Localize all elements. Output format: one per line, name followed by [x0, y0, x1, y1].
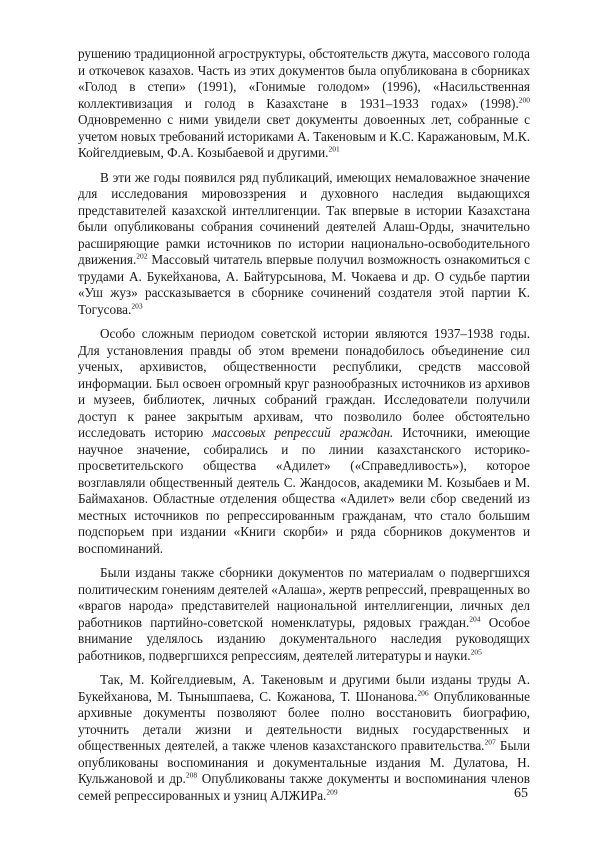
text-run: Были изданы также сборники документов по материалам о подвергшихся политическим гонениям деятелей «Алаша», жертв репрессий, превращенных во «врагов народа» представителей национальной интеллигенции, личных дел работников партийно-советской номенклатуры, рядовых граждан.	[78, 565, 530, 630]
paragraph-4	[78, 565, 530, 664]
footnote-ref-202: 202	[136, 251, 148, 261]
italic-text: массовых репрессий граждан.	[212, 425, 394, 440]
footnote-ref-206: 206	[417, 688, 429, 698]
paragraph-5	[78, 672, 530, 804]
text-run: Особое внимание уделялось изданию документального наследия руководящих работников, подвергшихся репрессиям, деятелей литературы и науки.	[78, 614, 530, 663]
footnote-ref-200: 200	[518, 95, 530, 105]
text-run: Одновременно с ними увидели свет документы довоенных лет, собранные с учетом новых требований историками А. Такеновым и К.С. Каражановым, М.К. Койгелдиевым, Ф.А. Козыбаевой и другими.	[78, 112, 530, 160]
text-column	[78, 46, 530, 804]
page-body	[78, 46, 530, 804]
footnote-ref-205: 205	[470, 647, 482, 657]
footnote-ref-203: 203	[131, 301, 143, 311]
text-run: В эти же годы появился ряд публикаций, имеющих немаловажное значение для исследования мировоззрения и духовного наследия выдающихся представителей казахской интеллигенции. Так впервые в истории Казахстана были опубликованы собрания сочинений деятелей Алаш-Орды, значительно расширяющие рамки источников по истории национально-освободительного движения.	[78, 169, 530, 267]
text-run: Опубликованные архивные документы позволяют более полно восстановить биографию, уточнить детали жизни и деятельности видных государственных и общественных деятелей, а также членов казахстанского правительства.	[78, 688, 531, 753]
text-run: Так, М. Койгелдиевым, А. Такеновым и другими были изданы труды А. Букейханова, М. Тынышпаева, С. Кожанова, Т. Шонанова.	[78, 672, 530, 704]
footnote-ref-208: 208	[185, 770, 198, 780]
footnote-ref-201: 201	[328, 144, 340, 154]
paragraph-2	[78, 170, 530, 319]
text-run: Массовый читатель впервые получил возможность ознакомиться с трудами А. Букейханова, А. Байтурсынова, М. Чокаева и др. О судьбе партии «Уш жуз» рассказывается в сборнике сочинений создателя этой партии К. Тогусова.	[78, 252, 530, 317]
text-run: Источники, имеющие научное значение, собирались и по линии казахстанского историко-просветительского общества «Адилет» («Справедливость»), которое возглавляли общественный деятель С. Жандосов, академики М. Козыбаев и М. Баймаханов. Областные отделения общества «Адилет» вели сбор сведений из местных источников по репрессированным гражданам, что стало большим подспорьем при издании «Книги скорби» и ряда сборников документов и воспоминаний.	[78, 425, 531, 556]
footnote-ref-209: 209	[326, 787, 338, 797]
paragraph-1	[78, 46, 530, 162]
footnote-ref-207: 207	[484, 737, 496, 747]
paragraph-3	[78, 326, 530, 557]
text-run: Опубликованы также документы и воспоминания членов семей репрессированных и узниц АЛЖИРа.	[78, 771, 531, 803]
text-run: Особо сложным периодом советской истории являются 1937–1938 годы. Для установления правды об этом времени понадобилось объединение сил ученых, архивистов, общественности республики, средств массовой информации. Был освоен огромный круг разнообразных источников из архивов и музеев, библиотек, личных собраний граждан. Исследователи получили доступ к ранее закрытым архивам, что позволило более обстоятельно исследовать историю	[78, 326, 530, 440]
text-run: рушению традиционной агроструктуры, обстоятельств джута, массового голода и откочевок казахов. Часть из этих документов была опубликована в сборниках «Голод в степи» (1991), «Гонимые голодом» (1996), «Насильственная коллективизация и голод в Казахстане в 1931–1933 годах» (1998).	[78, 46, 530, 111]
text-run: Были опубликованы воспоминания и документальные издания М. Дулатова, Н. Кульжановой и др.	[78, 738, 530, 786]
footnote-ref-204: 204	[469, 614, 481, 624]
page-number: 65	[514, 786, 528, 801]
